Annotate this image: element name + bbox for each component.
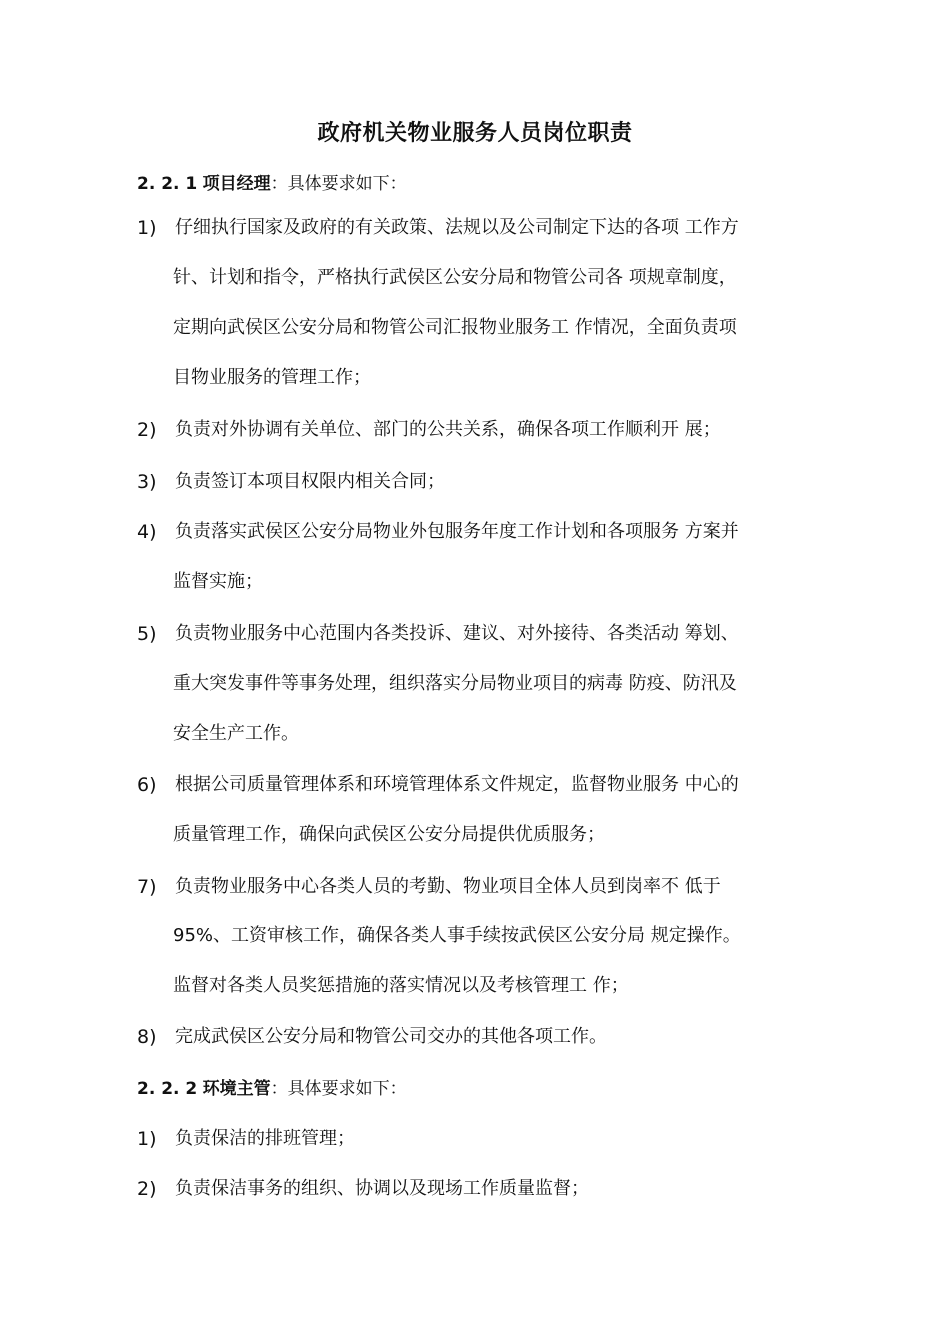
- item-line: 目物业服务的管理工作；: [173, 367, 371, 388]
- item-marker: 8): [137, 1026, 157, 1048]
- item-line: 负责保洁的排班管理；: [175, 1128, 355, 1149]
- section-desc: 具体要求如下：: [287, 1079, 407, 1099]
- item-line: 负责对外协调有关单位、部门的公共关系，确保各项工作顺利开 展；: [175, 419, 721, 440]
- section-name: 环境主管: [202, 1079, 271, 1099]
- item-line: 负责物业服务中心各类人员的考勤、物业项目全体人员到岗率不 低于: [175, 876, 721, 897]
- item-line: 负责保洁事务的组织、协调以及现场工作质量监督；: [175, 1178, 589, 1199]
- item-line: 安全生产工作。: [173, 723, 299, 744]
- item-marker: 6): [137, 774, 157, 796]
- item-line: 根据公司质量管理体系和环境管理体系文件规定，监督物业服务 中心的: [175, 774, 739, 795]
- item-line: 质量管理工作，确保向武侯区公安分局提供优质服务；: [173, 824, 605, 845]
- item-line: 负责签订本项目权限内相关合同；: [175, 471, 445, 492]
- section-number: 2. 2. 2: [137, 1079, 198, 1099]
- section-number: 2. 2. 1: [137, 174, 198, 194]
- page-title: 政府机关物业服务人员岗位职责: [317, 121, 633, 146]
- section-desc: 具体要求如下：: [287, 174, 407, 194]
- item-line: 监督实施；: [173, 571, 263, 592]
- item-marker: 1): [137, 217, 157, 239]
- item-marker: 7): [137, 876, 157, 898]
- item-line: 95%、工资审核工作，确保各类人事手续按武侯区公安分局 规定操作。: [173, 925, 741, 946]
- item-line: 负责物业服务中心范围内各类投诉、建议、对外接待、各类活动 筹划、: [175, 623, 739, 644]
- item-line: 监督对各类人员奖惩措施的落实情况以及考核管理工 作；: [173, 975, 629, 996]
- section-colon: ：: [270, 1079, 288, 1099]
- section-name: 项目经理: [202, 174, 271, 194]
- item-marker: 1): [137, 1128, 157, 1150]
- item-marker: 4): [137, 521, 157, 543]
- item-marker: 2): [137, 1178, 157, 1200]
- item-line: 重大突发事件等事务处理，组织落实分局物业项目的病毒 防疫、防汛及: [173, 673, 737, 694]
- item-line: 仔细执行国家及政府的有关政策、法规以及公司制定下达的各项 工作方: [175, 217, 739, 238]
- item-line: 完成武侯区公安分局和物管公司交办的其他各项工作。: [175, 1026, 607, 1047]
- section-heading-project-manager: [137, 172, 407, 196]
- item-line: 针、计划和指令，严格执行武侯区公安分局和物管公司各 项规章制度，: [173, 267, 737, 288]
- item-marker: 5): [137, 623, 157, 645]
- item-marker: 3): [137, 471, 157, 493]
- section-colon: ：: [270, 174, 288, 194]
- section-heading-environment-supervisor: [137, 1077, 407, 1101]
- item-marker: 2): [137, 419, 157, 441]
- item-line: 负责落实武侯区公安分局物业外包服务年度工作计划和各项服务 方案并: [175, 521, 739, 542]
- item-line: 定期向武侯区公安分局和物管公司汇报物业服务工 作情况，全面负责项: [173, 317, 737, 338]
